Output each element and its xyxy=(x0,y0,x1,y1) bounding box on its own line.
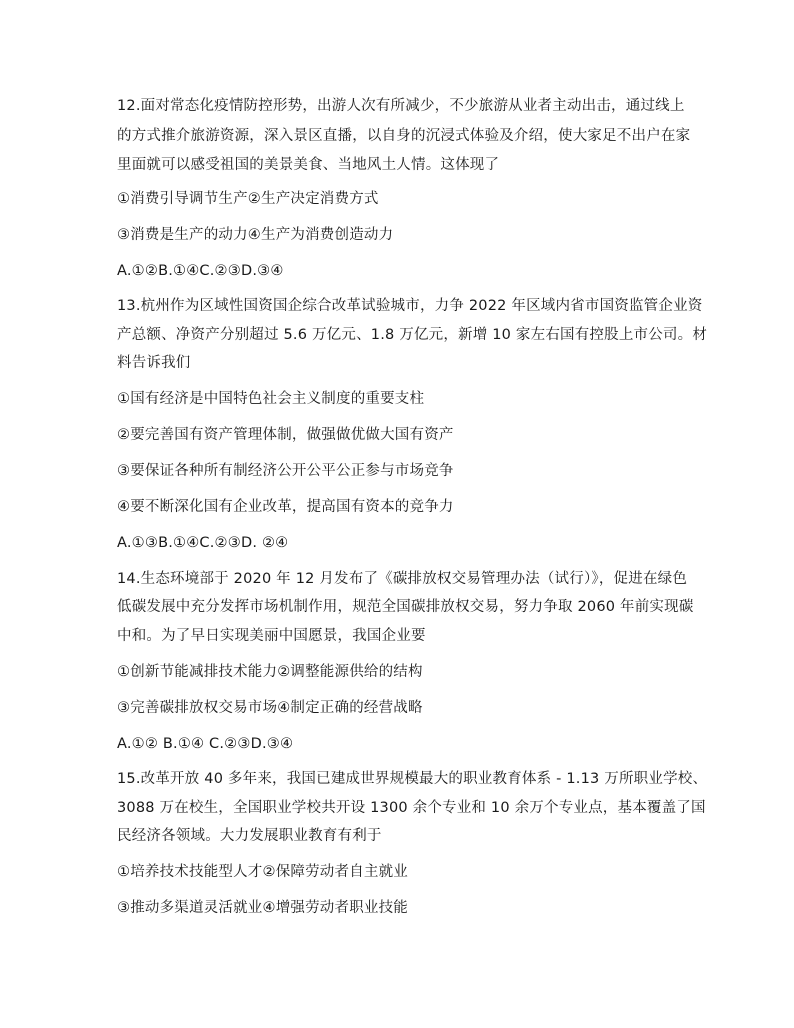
q13-stem-line-3: 料告诉我们 xyxy=(117,355,191,371)
q13-stem-line-2: 产总额、净资产分别超过 5.6 万亿元、1.8 万亿元，新增 10 家左右国有控股上市公司。材 xyxy=(117,327,708,343)
q15-option-line-1: ①培养技术技能型人才②保障劳动者自主就业 xyxy=(117,864,408,880)
q13-option-line-3: ③要保证各种所有制经济公开公平公正参与市场竞争 xyxy=(117,463,454,479)
q14-stem-line-1: 14.生态环境部于 2020 年 12 月发布了《碳排放权交易管理办法（试行）》，促进在绿色 xyxy=(117,571,688,587)
q12-stem-line-3: 里面就可以感受祖国的美景美食、当地风土人情。这体现了 xyxy=(117,157,500,173)
q15-stem-line-2: 3088 万在校生，全国职业学校共开设 1300 余个专业和 10 余万个专业点，基本覆盖了国 xyxy=(117,800,706,816)
q15-stem-line-1: 15.改革开放 40 多年来，我国已建成世界规模最大的职业教育体系 - 1.13 万所职业学校、 xyxy=(117,771,708,787)
q14-stem-line-2: 低碳发展中充分发挥市场机制作用，规范全国碳排放权交易，努力争取 2060 年前实现碳 xyxy=(117,599,694,615)
q13-option-line-1: ①国有经济是中国特色社会主义制度的重要支柱 xyxy=(117,391,425,407)
q13-option-line-4: ④要不断深化国有企业改革，提高国有资本的竞争力 xyxy=(117,499,454,515)
q15-stem-line-3: 民经济各领域。大力发展职业教育有利于 xyxy=(117,828,382,844)
q13-answer-choices: A.①③B.①④C.②③D. ②④ xyxy=(117,535,289,551)
q15-option-line-2: ③推动多渠道灵活就业④增强劳动者职业技能 xyxy=(117,900,408,916)
q14-option-line-1: ①创新节能减排技术能力②调整能源供给的结构 xyxy=(117,664,423,680)
q12-stem-line-1: 12.面对常态化疫情防控形势，出游人次有所减少，不少旅游从业者主动出击，通过线上 xyxy=(117,98,685,114)
q14-option-line-2: ③完善碳排放权交易市场④制定正确的经营战略 xyxy=(117,700,423,716)
q14-answer-choices: A.①② B.①④ C.②③D.③④ xyxy=(117,736,294,752)
q14-stem-line-3: 中和。为了早日实现美丽中国愿景，我国企业要 xyxy=(117,628,426,644)
q12-option-line-1: ①消费引导调节生产②生产决定消费方式 xyxy=(117,191,379,207)
q13-option-line-2: ②要完善国有资产管理体制，做强做优做大国有资产 xyxy=(117,427,454,443)
q12-stem-line-2: 的方式推介旅游资源，深入景区直播，以自身的沉浸式体验及介绍，使大家足不出户在家 xyxy=(117,128,691,144)
q12-option-line-2: ③消费是生产的动力④生产为消费创造动力 xyxy=(117,227,394,243)
q12-answer-choices: A.①②B.①④C.②③D.③④ xyxy=(117,263,284,279)
q13-stem-line-1: 13.杭州作为区域性国资国企综合改革试验城市，力争 2022 年区域内省市国资监管企业资 xyxy=(117,298,703,314)
